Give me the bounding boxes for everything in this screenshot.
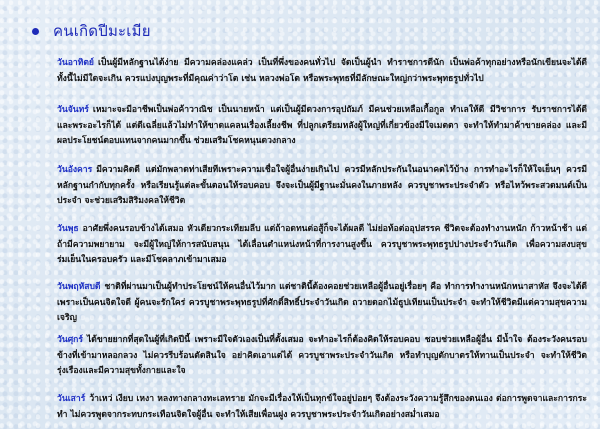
entry-saturday [57, 392, 587, 423]
entry-friday [57, 333, 587, 380]
entry-term: วันเสาร์ [57, 394, 86, 404]
entry-thursday [57, 280, 587, 327]
bullet-icon [32, 28, 39, 35]
entry-text: ว้าเหว่ เงียบ เหงา หลงทางกลางทะเลทราย มักจะมีเรื่องให้เป็นทุกข์ใจอยู่บ่อยๆ จึงต้องระวังความรู้สึกของตนเอง ต่อการพูดจาและการกระทำ ไม่ควรพูดจากระทบกระเทือนจิตใจผู้อื่น จะทำให้เสียเพื่อนฝูง ควรบูชาพระประจำวันเกิดอย่างสม่ำเสมอ [57, 394, 587, 420]
heading-text: คนเกิดปีมะเมีย [53, 22, 151, 40]
entry-text: เป็นผู้มีหลักฐานได้ง่าย มีความคล่องแคล่ว เป็นที่พึ่งของคนทั่วไป จัดเป็นผู้นำ ทำราชการดีนัก เป็นพ่อค้าทุกอย่างหรือนักเขียนจะได้ดีทั้งนี้ไม่มีใดจะเกิน ควรแบ่งบุญพระที่มีคุณค่าว่าโต เช่น หลวงพ่อโต หรือพระพุทธที่มีลักษณะใหญ่กว่าพระพุทธรูปทั่วไป [57, 58, 587, 84]
entry-tuesday [57, 163, 587, 210]
slide-heading [32, 20, 151, 42]
entry-text: เหมาะจะมีอาชีพเป็นพ่อค้าวาณิช เป็นนายหน้า แต่เป็นผู้มีดวงการอุปถัมภ์ มีคนช่วยเหลือเกื้อกูล ทำเลให้ดี มีวิชาการ รับราชการได้ดี และพระอะไรก็ได้ แต่ดีเฉลี่ยแล้วไม่ทำให้ขาดแคลนเรื่องเลี้ยงชีพ ที่ปลูกเตรียมหลังผู้ใหญ่ที่เกี่ยวข้องมีใจเมตตา จะทำให้ทำมาค้าขายคล่อง และมีผลประโยชน์ตอบแทนจากคนมากขึ้น ช่วยเสริมโชคหนุนดวงกลาง [57, 105, 587, 146]
entry-text: อาศัยพึ่งคนรอบข้างได้เสมอ หัวเดียวกระเทียมลีบ แต่ถ้าอดทนต่อสู้ก็จะได้ผลดี ไม่ย่อท้อต่ออุปสรรค ชีวิตจะต้องทำงานหนัก ก้าวหน้าช้า แต่ถ้ามีความพยายาม จะมีผู้ใหญ่ให้การสนับสนุน ได้เลื่อนตำแหน่งหน้าที่การงานสูงขึ้น ควรบูชาพระพุทธรูปปางประจำวันเกิด เพื่อความสงบสุขร่มเย็นในครอบครัว และมีโชคลาภเข้ามาเสมอ [57, 224, 587, 265]
entry-term: วันพุธ [57, 224, 79, 234]
entry-term: วันอาทิตย์ [57, 58, 94, 68]
entry-text: ได้ขายยากที่สุดในผู้ที่เกิดปีนี้ เพราะมีใจตัวเองเป็นที่ตั้งเสมอ จะทำอะไรก็ต้องคิดให้รอบคอบ ชอบช่วยเหลือผู้อื่น มีน้ำใจ ต้องระวังคนรอบข้างที่เข้ามาหลอกลวง ไม่ควรรีบร้อนตัดสินใจ อย่าคิดเอาแต่ได้ ควรบูชาพระประจำวันเกิด หรือทำบุญตักบาตรให้ทานเป็นประจำ จะทำให้ชีวิตรุ่งเรืองและมีความสุขทั้งกายและใจ [57, 335, 587, 376]
entry-term: วันศุกร์ [57, 335, 83, 345]
entry-text: มีความคิดดี แต่มักพลาดท่าเสียทีเพราะความเชื่อใจผู้อื่นง่ายเกินไป ควรมีหลักประกันในอนาคตไว้บ้าง การทำอะไรก็ให้ใจเย็นๆ ควรมีหลักฐานกำกับทุกครั้ง หรือเรียนรู้แต่ละขั้นตอนให้รอบคอบ จึงจะเป็นผู้มีฐานะมั่นคงในภายหลัง ควรบูชาพระประจำตัว หรือไหว้พระสวดมนต์เป็นประจำ จะช่วยเสริมสิริมงคลให้ชีวิต [57, 165, 587, 206]
entry-term: วันอังคาร [57, 165, 93, 175]
entry-monday [57, 103, 587, 150]
entry-term: วันพฤหัสบดี [57, 282, 101, 292]
entry-wednesday [57, 222, 587, 269]
entry-term: วันจันทร์ [57, 105, 89, 115]
entry-sunday [57, 56, 587, 87]
entry-text: ชาติที่ผ่านมาเป็นผู้ทำประโยชน์ให้คนอื่นไว้มาก แต่ชาตินี้ต้องคอยช่วยเหลือผู้อื่นอยู่เรื่อยๆ คือ ทำการทำงานหนักหนาสาหัส จึงจะได้ดี เพราะเป็นคนจิตใจดี ผู้คนจะรักใคร่ ควรบูชาพระพุทธรูปที่ศักดิ์สิทธิ์ประจำวันเกิด ถวายดอกไม้ธูปเทียนเป็นประจำ จะทำให้ชีวิตมีแต่ความสุขความเจริญ [57, 282, 587, 323]
